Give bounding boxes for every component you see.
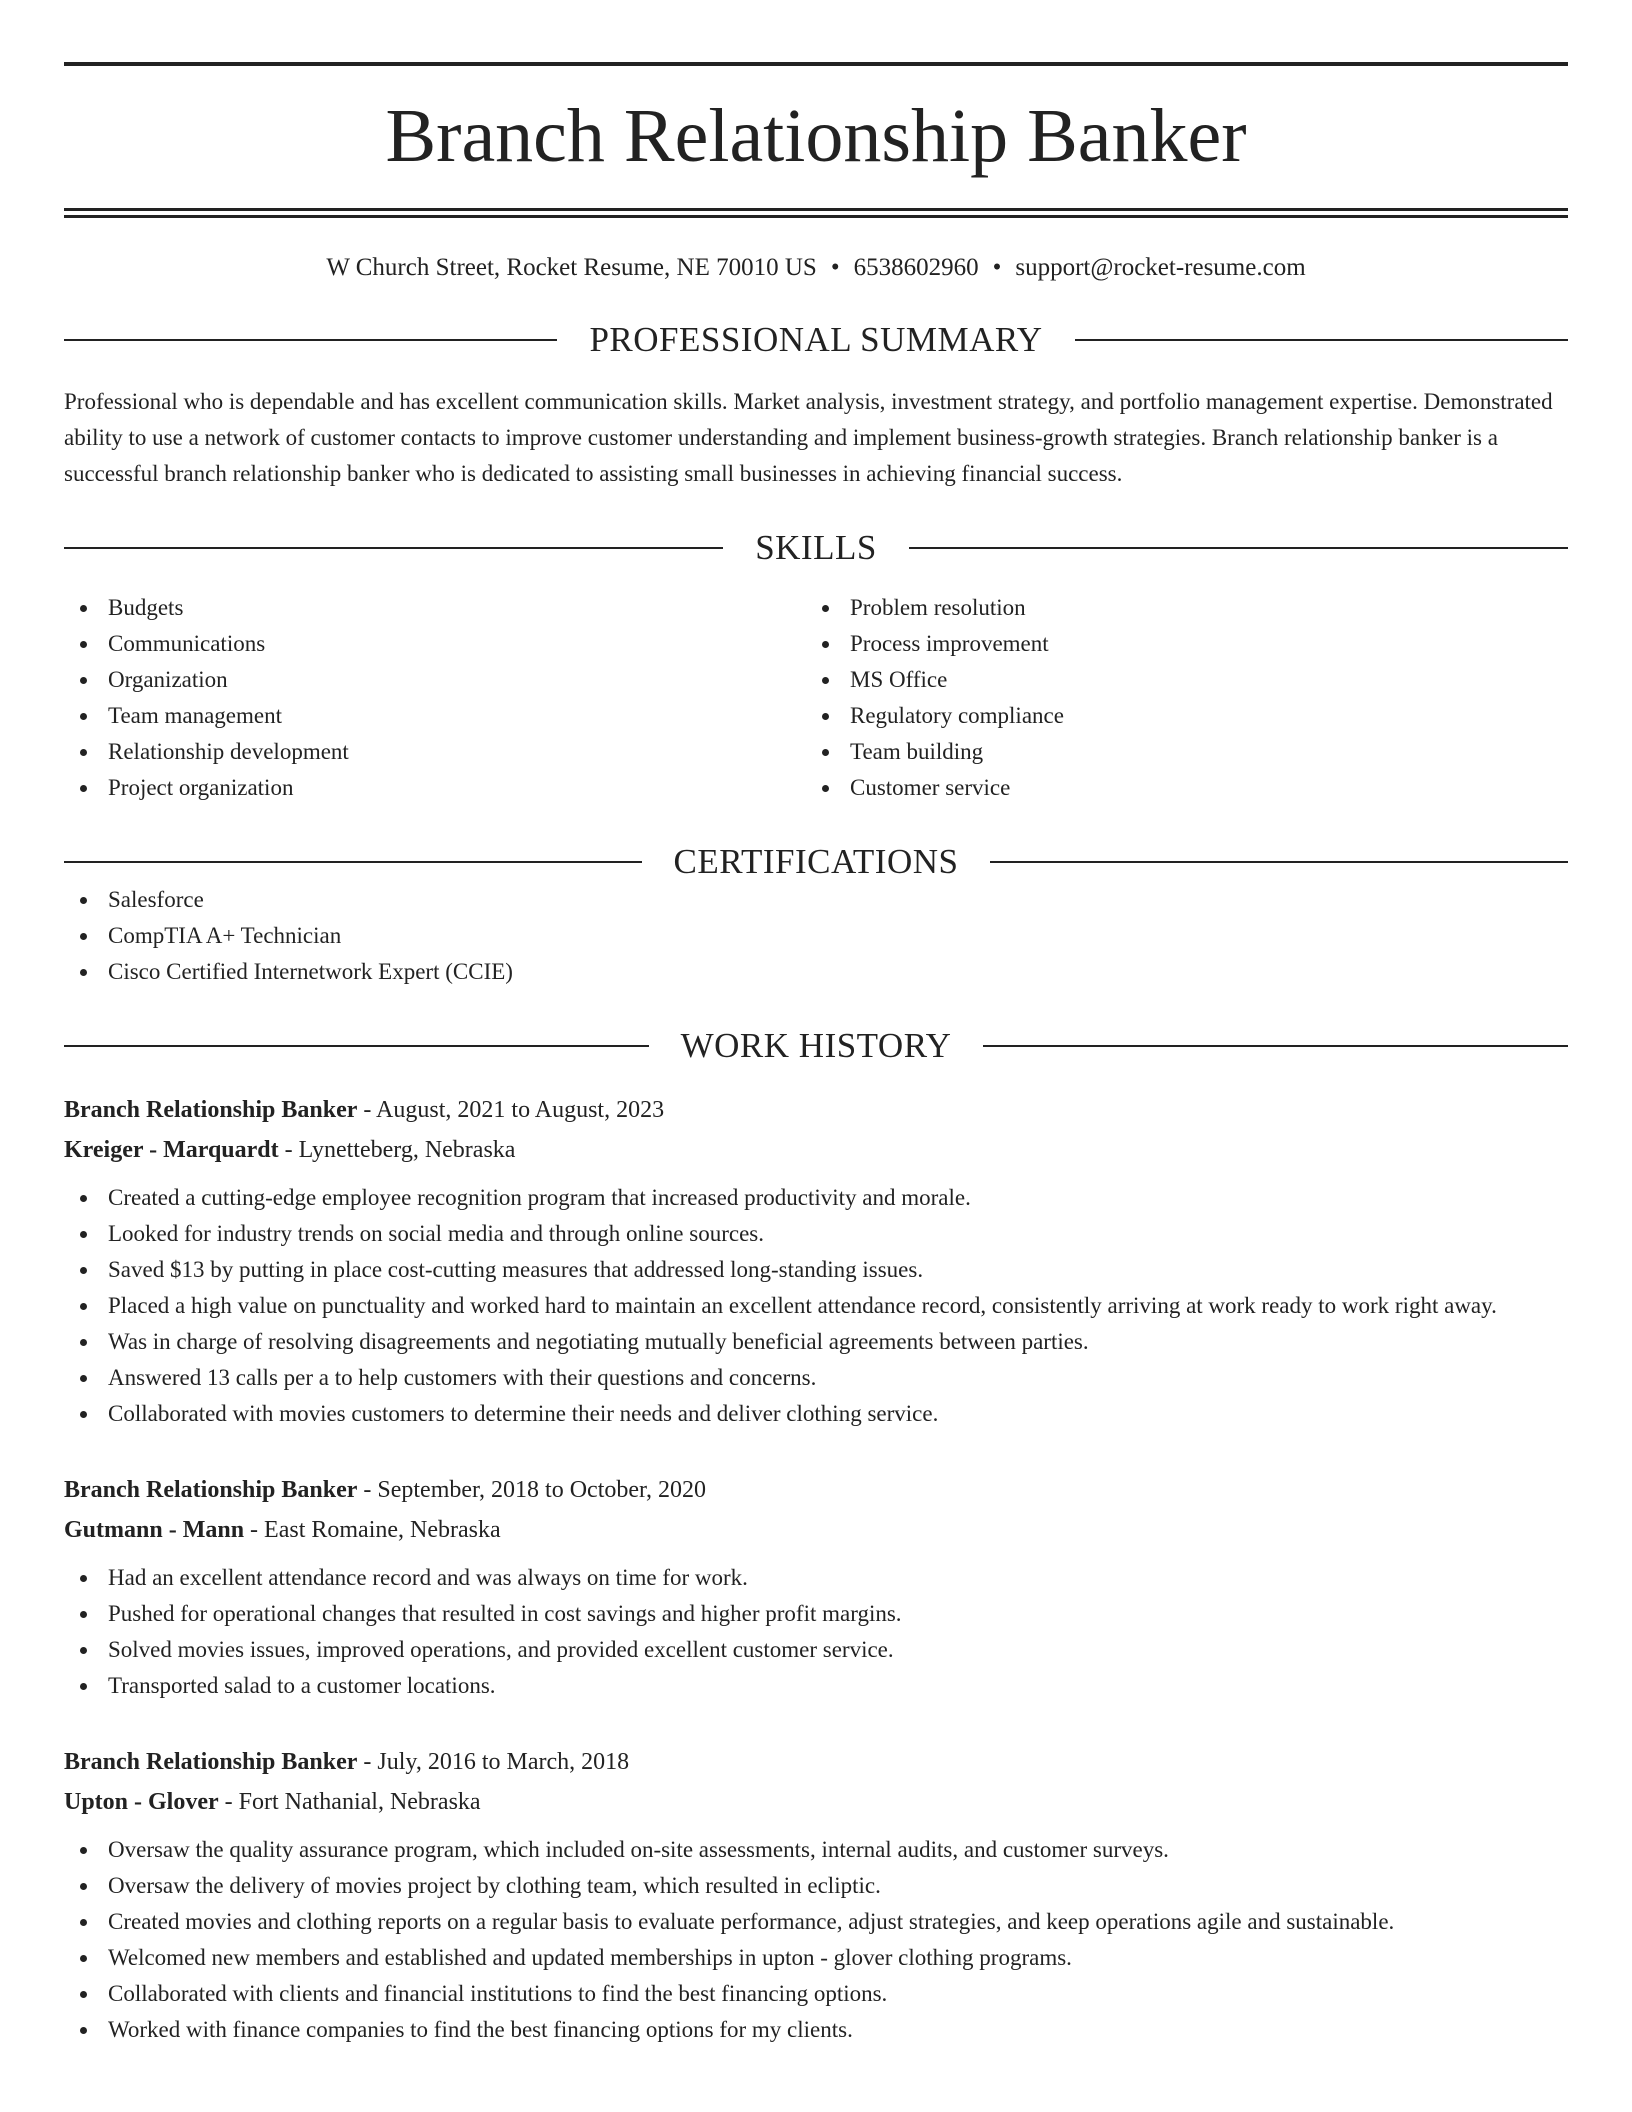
job-company: Kreiger - Marquardt: [64, 1137, 279, 1163]
work-history-heading-title: WORK HISTORY: [680, 1026, 952, 1065]
job-title-line: [64, 1742, 1568, 1782]
certification-item: Cisco Certified Internetwork Expert (CCIE): [64, 954, 1568, 990]
summary-text: Professional who is dependable and has excellent communication skills. Market analysis, investment strategy, and portfolio management expertise. Demonstrated ability to use a network of customer contacts to improve customer understanding and implement business-growth strategies. Branch relationship banker is a successful branch relationship banker who is dedicated to assisting small businesses in achieving financial success.: [64, 389, 1553, 486]
job-bullet: Was in charge of resolving disagreements and negotiating mutually beneficial agreements between parties.: [64, 1324, 1568, 1360]
job-title: Branch Relationship Banker: [64, 1097, 358, 1123]
skills-column-right: [806, 590, 1548, 806]
job-title-line: [64, 1090, 1568, 1130]
job-title: Branch Relationship Banker: [64, 1749, 358, 1775]
heading-rule: [64, 861, 642, 863]
heading-rule: [909, 547, 1568, 549]
job-bullet: Worked with finance companies to find the best financing options for my clients.: [64, 2012, 1568, 2048]
skills-heading-title: SKILLS: [755, 528, 877, 567]
job-company: Gutmann - Mann: [64, 1517, 245, 1543]
job-entry: [64, 1742, 1568, 2048]
header-double-rule: [64, 208, 1568, 218]
certifications-heading-title: CERTIFICATIONS: [673, 842, 959, 881]
job-bullet: Saved $13 by putting in place cost-cutting measures that addressed long-standing issues.: [64, 1252, 1568, 1288]
job-bullets: [64, 1560, 1568, 1704]
job-location: - Lynetteberg, Nebraska: [278, 1137, 516, 1163]
job-company: Upton - Glover: [64, 1789, 219, 1815]
heading-rule: [64, 1045, 649, 1047]
job-dates: - July, 2016 to March, 2018: [357, 1749, 630, 1775]
skills-heading: [64, 528, 1568, 568]
contact-separator: •: [830, 254, 840, 281]
summary-heading: [64, 320, 1568, 360]
contact-separator: •: [992, 254, 1002, 281]
job-company-line: [64, 1510, 1568, 1550]
job-dates: - September, 2018 to October, 2020: [357, 1477, 707, 1503]
job-company-line: [64, 1130, 1568, 1170]
skill-item: Organization: [64, 662, 806, 698]
heading-rule: [983, 1045, 1568, 1047]
job-bullet: Oversaw the quality assurance program, which included on-site assessments, internal audits, and customer surveys.: [64, 1832, 1568, 1868]
heading-rule: [64, 547, 723, 549]
contact-email: support@rocket-resume.com: [1015, 254, 1306, 281]
skill-item: Regulatory compliance: [806, 698, 1548, 734]
contact-phone: 6538602960: [853, 254, 979, 281]
skill-item: Project organization: [64, 770, 806, 806]
job-bullet: Solved movies issues, improved operations, and provided excellent customer service.: [64, 1632, 1568, 1668]
job-bullet: Collaborated with clients and financial institutions to find the best financing options.: [64, 1976, 1568, 2012]
job-bullet: Answered 13 calls per a to help customers with their questions and concerns.: [64, 1360, 1568, 1396]
job-bullet: Had an excellent attendance record and was always on time for work.: [64, 1560, 1568, 1596]
skill-item: MS Office: [806, 662, 1548, 698]
candidate-name: Branch Relationship Banker: [385, 94, 1247, 178]
skills-column-left: [64, 590, 806, 806]
skill-item: Team management: [64, 698, 806, 734]
job-bullets: [64, 1832, 1568, 2048]
heading-rule: [64, 339, 557, 341]
summary-heading-title: PROFESSIONAL SUMMARY: [589, 320, 1043, 359]
job-location: - Fort Nathanial, Nebraska: [218, 1789, 481, 1815]
skill-item: Relationship development: [64, 734, 806, 770]
certification-item: Salesforce: [64, 882, 1568, 918]
job-bullet: Transported salad to a customer locations.: [64, 1668, 1568, 1704]
skill-item: Budgets: [64, 590, 806, 626]
job-bullet: Created movies and clothing reports on a regular basis to evaluate performance, adjust strategies, and keep operations agile and sustainable.: [64, 1904, 1568, 1940]
job-bullet: Pushed for operational changes that resulted in cost savings and higher profit margins.: [64, 1596, 1568, 1632]
contact-address: W Church Street, Rocket Resume, NE 70010 US: [326, 254, 817, 281]
certification-item: CompTIA A+ Technician: [64, 918, 1568, 954]
job-entry: [64, 1090, 1568, 1432]
job-bullet: Created a cutting-edge employee recognition program that increased productivity and morale.: [64, 1180, 1568, 1216]
contact-line: [64, 252, 1568, 284]
skills-list: [64, 590, 1568, 806]
heading-rule: [990, 861, 1568, 863]
heading-rule: [1075, 339, 1568, 341]
job-bullets: [64, 1180, 1568, 1432]
work-history-heading: [64, 1026, 1568, 1066]
job-location: - East Romaine, Nebraska: [244, 1517, 501, 1543]
skill-item: Customer service: [806, 770, 1548, 806]
job-bullet: Placed a high value on punctuality and worked hard to maintain an excellent attendance record, consistently arriving at work ready to work right away.: [64, 1288, 1568, 1324]
job-dates: - August, 2021 to August, 2023: [357, 1097, 665, 1123]
job-company-line: [64, 1782, 1568, 1822]
job-bullet: Welcomed new members and established and updated memberships in upton - glover clothing programs.: [64, 1940, 1568, 1976]
job-bullet: Looked for industry trends on social media and through online sources.: [64, 1216, 1568, 1252]
job-entry: [64, 1470, 1568, 1704]
job-title: Branch Relationship Banker: [64, 1477, 358, 1503]
skill-item: Process improvement: [806, 626, 1548, 662]
job-title-line: [64, 1470, 1568, 1510]
skill-item: Team building: [806, 734, 1548, 770]
certifications-list: [64, 882, 1568, 990]
job-bullet: Collaborated with movies customers to determine their needs and deliver clothing service.: [64, 1396, 1568, 1432]
resume-page: [64, 62, 1568, 2048]
skill-item: Problem resolution: [806, 590, 1548, 626]
skill-item: Communications: [64, 626, 806, 662]
job-bullet: Oversaw the delivery of movies project by clothing team, which resulted in ecliptic.: [64, 1868, 1568, 1904]
certifications-heading: [64, 842, 1568, 882]
